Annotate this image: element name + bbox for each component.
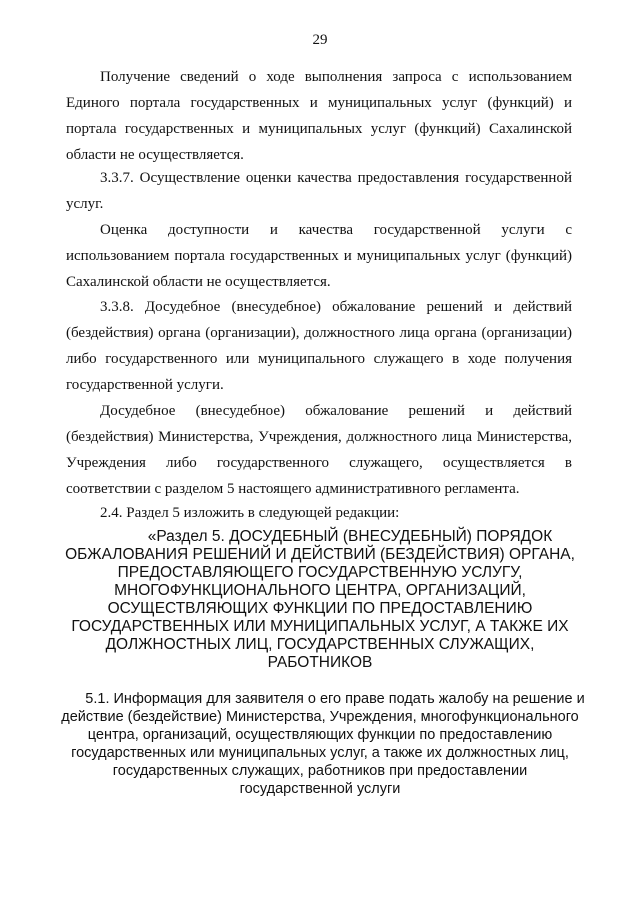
subheading-line: государственной услуги [239, 781, 401, 797]
paragraph-text: 3.3.7. Осуществление оценки качества предоставления государственной услуг. [66, 170, 572, 212]
heading-line: ГОСУДАРСТВЕННЫХ ИЛИ МУНИЦИПАЛЬНЫХ УСЛУГ, А ТАКЖЕ ИХ [71, 618, 569, 635]
subheading-line: государственных служащих, работников при предоставлении [112, 763, 528, 779]
paragraph-text: 2.4. Раздел 5 изложить в следующей редакции: [100, 505, 400, 521]
section-5-heading [0, 528, 640, 672]
paragraph-text: Получение сведений о ходе выполнения запроса с использованием Единого портала государственных и муниципальных услуг (функций) и портала государственных и муниципальных услуг (функций) Сахалинской области не осуществляется. [66, 69, 572, 163]
subheading-line: центра, организаций, осуществляющих функции по предоставлению [87, 727, 553, 743]
heading-line: МНОГОФУНКЦИОНАЛЬНОГО ЦЕНТРА, ОРГАНИЗАЦИЙ, [114, 582, 526, 599]
paragraph-appeal-procedure [66, 398, 572, 502]
heading-line: РАБОТНИКОВ [267, 654, 373, 671]
heading-line: «Раздел 5. ДОСУДЕБНЫЙ (ВНЕСУДЕБНЫЙ) ПОРЯДОК [147, 528, 553, 545]
paragraph-text: 3.3.8. Досудебное (внесудебное) обжалование решений и действий (бездействия) органа (организации), должностного лица органа (организации) либо государственного или муниципального служащего в ходе получения государственной услуги. [66, 299, 572, 393]
subheading-line: действие (бездействие) Министерства, Учреждения, многофункционального [61, 709, 579, 725]
paragraph-2-4 [66, 500, 572, 526]
subsection-5-1-heading [0, 690, 640, 798]
subheading-line: государственных или муниципальных услуг, а также их должностных лиц, [71, 745, 569, 761]
paragraph-portal-status [66, 64, 572, 168]
heading-line: ПРЕДОСТАВЛЯЮЩЕГО ГОСУДАРСТВЕННУЮ УСЛУГУ, [117, 564, 523, 581]
paragraph-3-3-8 [66, 294, 572, 398]
paragraph-quality-assessment [66, 217, 572, 295]
subheading-line: 5.1. Информация для заявителя о его праве подать жалобу на решение и [85, 691, 585, 707]
paragraph-text: Досудебное (внесудебное) обжалование решений и действий (бездействия) Министерства, Учреждения, должностного лица Министерства, Учреждения либо государственного служащего, осуществляется в соответствии с разделом 5 настоящего административного регламента. [66, 403, 572, 497]
heading-line: ОБЖАЛОВАНИЯ РЕШЕНИЙ И ДЕЙСТВИЙ (БЕЗДЕЙСТВИЯ) ОРГАНА, [65, 546, 575, 563]
page-number: 29 [312, 32, 328, 48]
heading-line: ОСУЩЕСТВЛЯЮЩИХ ФУНКЦИИ ПО ПРЕДОСТАВЛЕНИЮ [107, 600, 533, 617]
heading-line: ДОЛЖНОСТНЫХ ЛИЦ, ГОСУДАРСТВЕННЫХ СЛУЖАЩИХ, [105, 636, 535, 653]
paragraph-3-3-7 [66, 165, 572, 217]
paragraph-text: Оценка доступности и качества государственной услуги с использованием портала государственных и муниципальных услуг (функций) Сахалинской области не осуществляется. [66, 222, 572, 290]
